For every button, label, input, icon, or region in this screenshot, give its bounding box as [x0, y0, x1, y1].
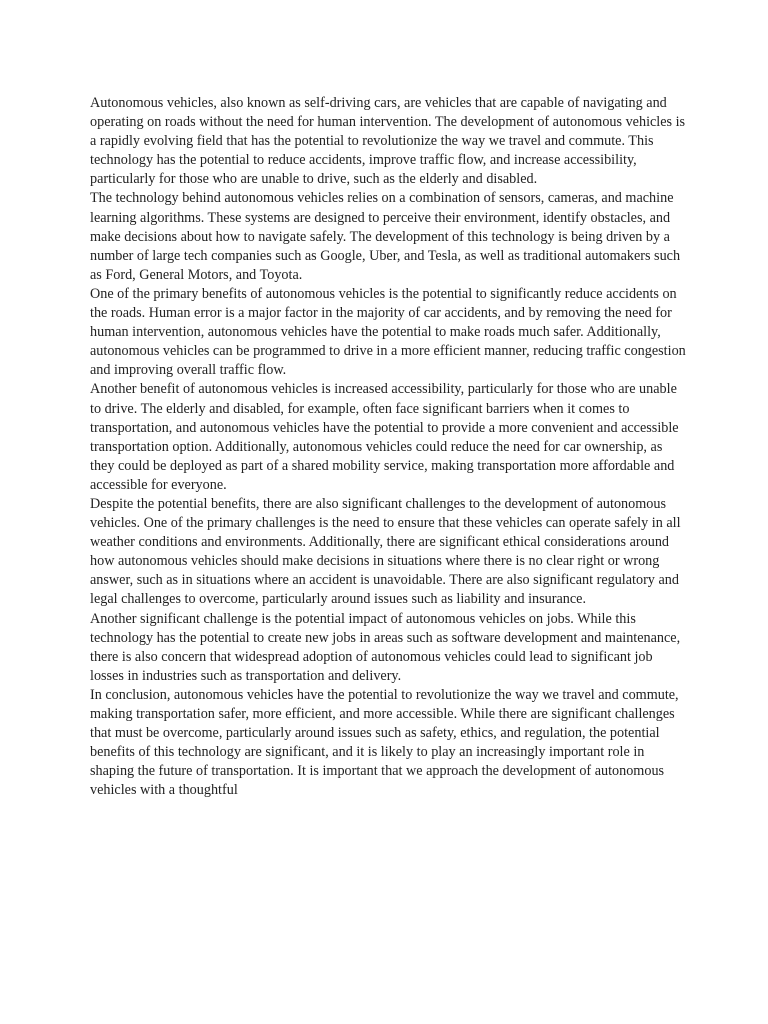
paragraph-safety-benefits: One of the primary benefits of autonomous vehicles is the potential to significantly reduce accidents on the roads. Human error is a major factor in the majority of car accidents, and by removing the need for human intervention, autonomous vehicles have the potential to make roads much safer. Additionally, autonomous vehicles can be programmed to drive in a more efficient manner, reducing traffic congestion and improving overall traffic flow.: [90, 285, 686, 379]
paragraph-technology: The technology behind autonomous vehicles relies on a combination of sensors, cameras, and machine learning algorithms. These systems are designed to perceive their environment, identify obstacles, and make decisions about how to navigate safely. The development of this technology is being driven by a number of large tech companies such as Google, Uber, and Tesla, as well as traditional automakers such as Ford, General Motors, and Toyota.: [90, 190, 681, 283]
paragraph-accessibility-benefits: Another benefit of autonomous vehicles is increased accessibility, particularly for those who are unable to drive. The elderly and disabled, for example, often face significant barriers when it comes to transportation, and autonomous vehicles have the potential to provide a more convenient and accessible transportation option. Additionally, autonomous vehicles could reduce the need for car ownership, as they could be deployed as part of a shared mobility service, making transportation more affordable and accessible for everyone.: [90, 381, 679, 493]
paragraph-conclusion: In conclusion, autonomous vehicles have the potential to revolutionize the way we travel and commute, making transportation safer, more efficient, and more accessible. While there are significant challenges that must be overcome, particularly around issues such as safety, ethics, and regulation, the potential benefits of this technology are significant, and it is likely to play an increasingly important role in shaping the future of transportation. It is important that we approach the development of autonomous vehicles with a thoughtful: [90, 686, 679, 799]
paragraph-jobs-impact: Another significant challenge is the potential impact of autonomous vehicles on jobs. While this technology has the potential to create new jobs in areas such as software development and maintenance, there is also concern that widespread adoption of autonomous vehicles could lead to significant job losses in industries such as transportation and delivery.: [90, 610, 681, 684]
document-body: [90, 94, 690, 800]
paragraph-challenges: Despite the potential benefits, there are also significant challenges to the development of autonomous vehicles. One of the primary challenges is the need to ensure that these vehicles can operate safely in all weather conditions and environments. Additionally, there are significant ethical considerations around how autonomous vehicles should make decisions in situations where there is no clear right or wrong answer, such as in situations where an accident is unavoidable. There are also significant regulatory and legal challenges to overcome, particularly around issues such as liability and insurance.: [90, 495, 681, 608]
paragraph-introduction: Autonomous vehicles, also known as self-driving cars, are vehicles that are capable of navigating and operating on roads without the need for human intervention. The development of autonomous vehicles is a rapidly evolving field that has the potential to revolutionize the way we travel and commute. This technology has the potential to reduce accidents, improve traffic flow, and increase accessibility, particularly for those who are unable to drive, such as the elderly and disabled.: [90, 95, 686, 188]
